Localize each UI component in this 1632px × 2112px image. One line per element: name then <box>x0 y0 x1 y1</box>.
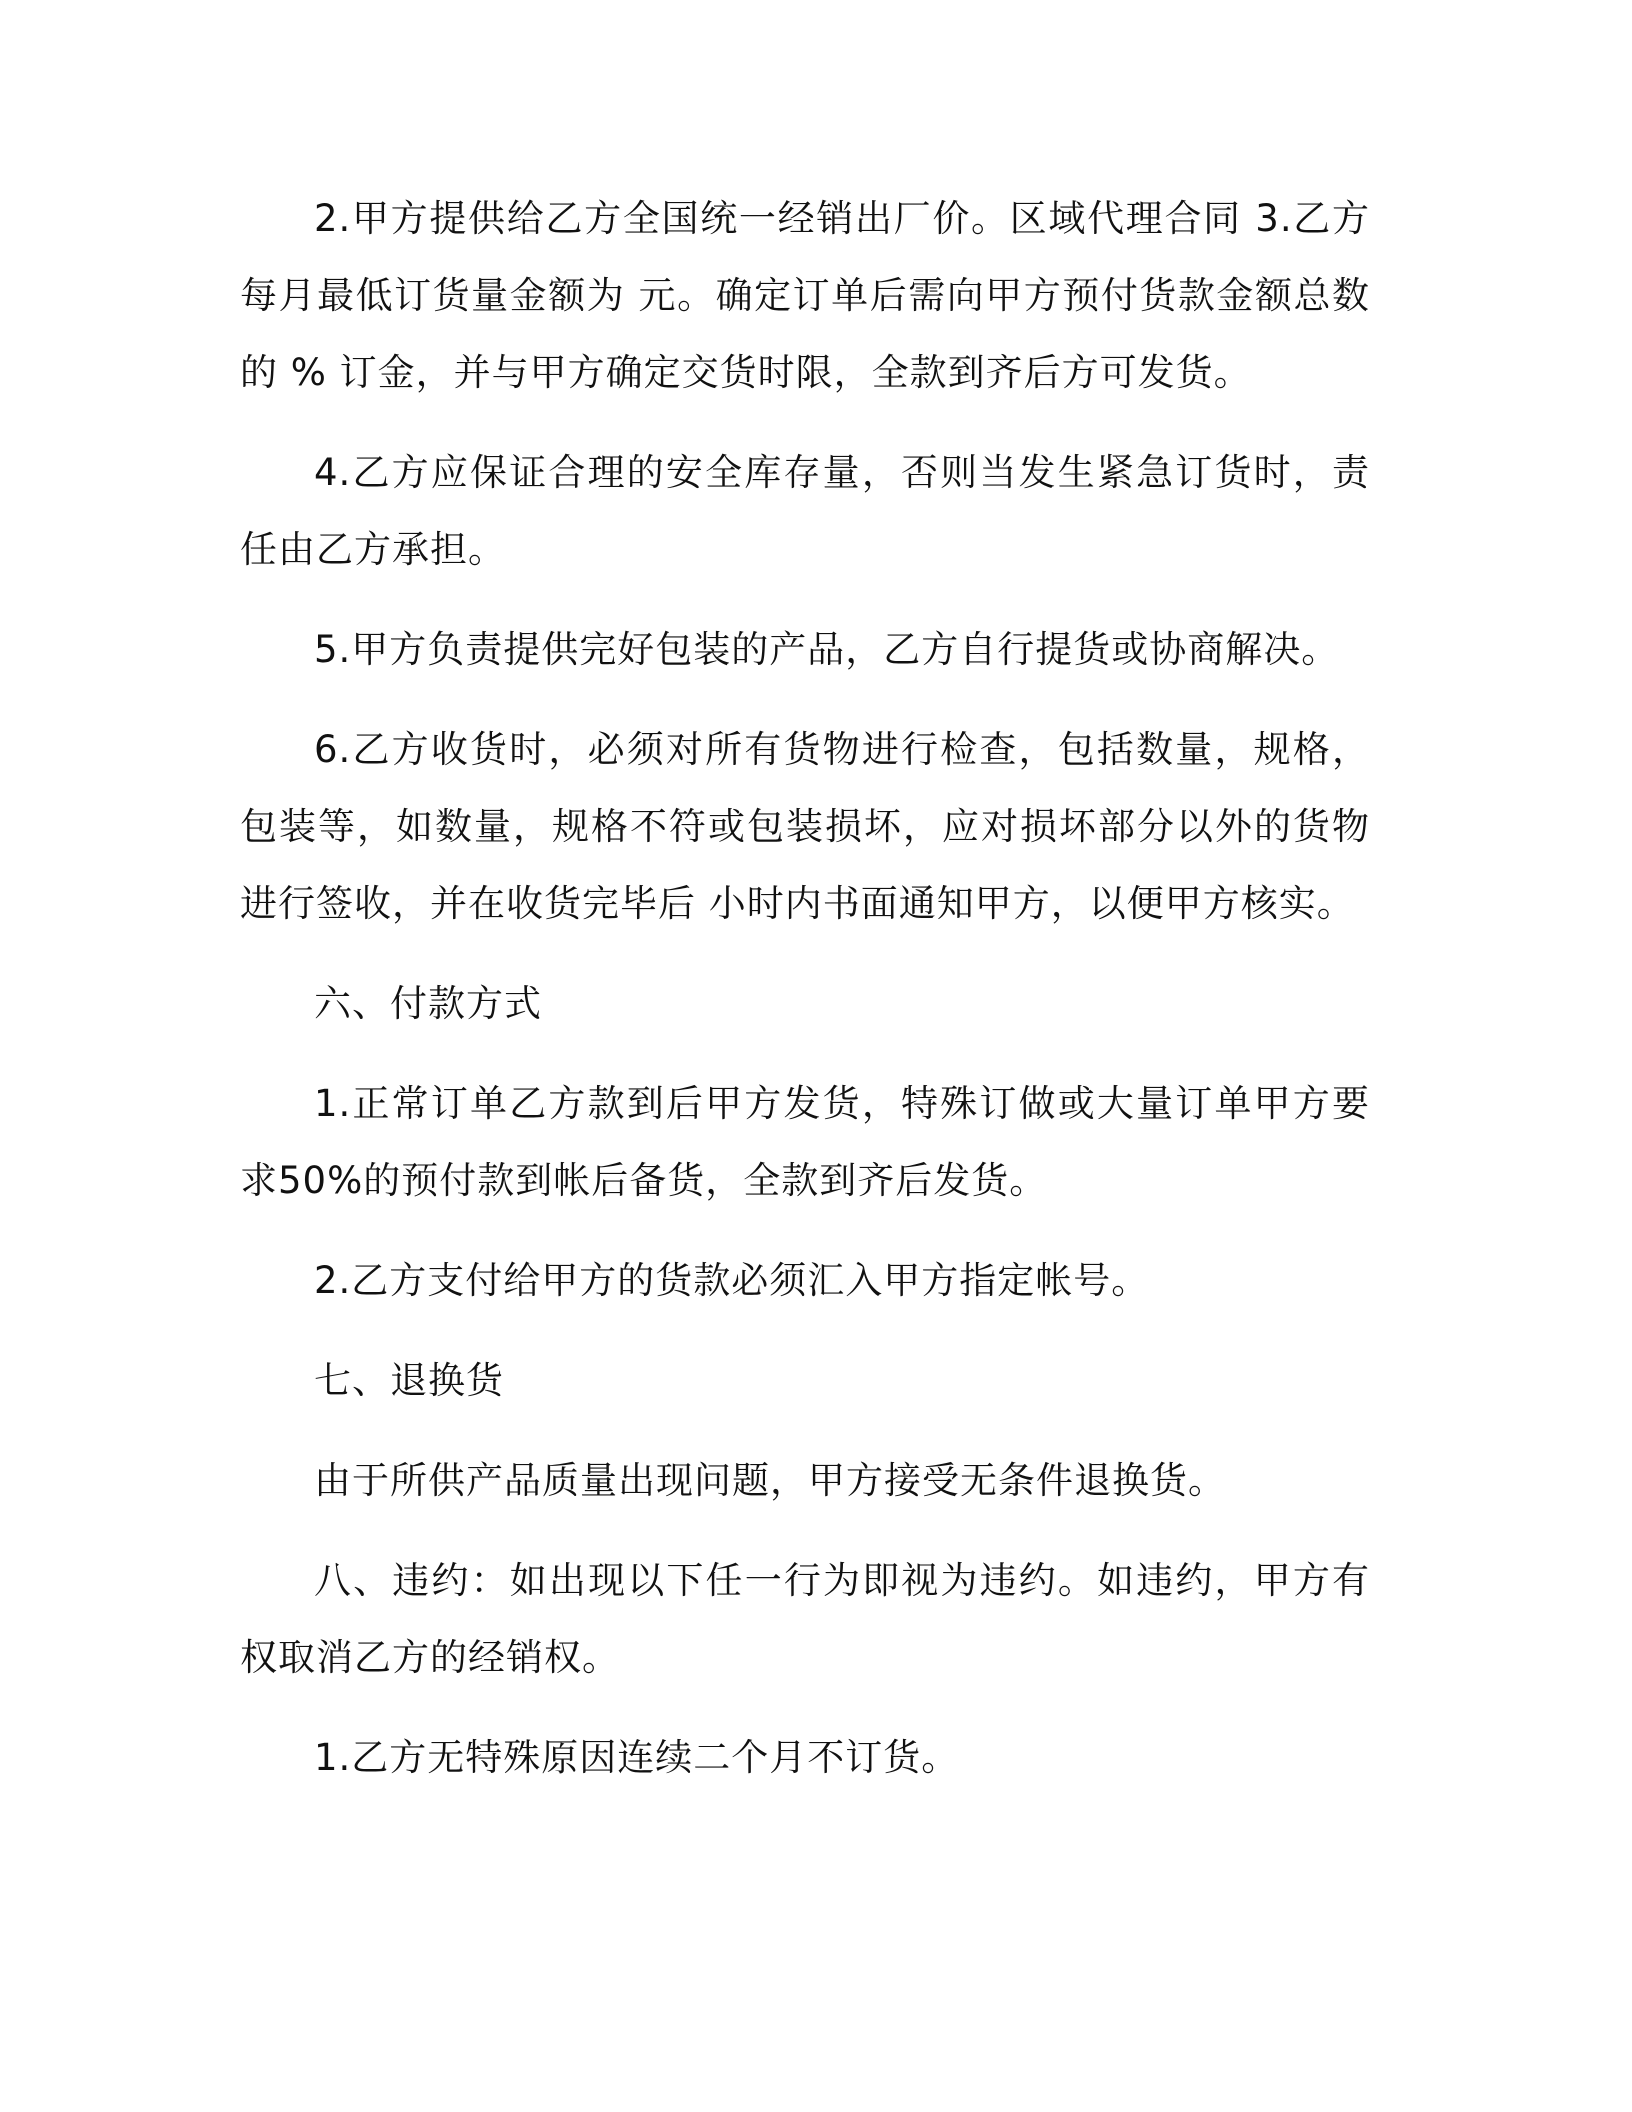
paragraph-clause-6: 6.乙方收货时，必须对所有货物进行检查，包括数量，规格，包装等，如数量，规格不符或包装损坏，应对损坏部分以外的货物进行签收，并在收货完毕后 小时内书面通知甲方，以便甲方核实。 <box>240 728 1370 925</box>
section-heading-returns: 七、退换货 <box>314 1359 504 1402</box>
section-heading-breach: 八、违约：如出现以下任一行为即视为违约。如违约，甲方有权取消乙方的经销权。 <box>240 1559 1370 1679</box>
paragraph-clause-2-3: 2.甲方提供给乙方全国统一经销出厂价。区域代理合同 3.乙方每月最低订货量金额为 元。确定订单后需向甲方预付货款金额总数的 % 订金，并与甲方确定交货时限，全款到齐后方可发货。 <box>240 197 1370 394</box>
section-heading-payment: 六、付款方式 <box>314 982 542 1025</box>
paragraph-breach-1: 1.乙方无特殊原因连续二个月不订货。 <box>314 1736 960 1779</box>
paragraph-payment-2: 2.乙方支付给甲方的货款必须汇入甲方指定帐号。 <box>314 1259 1150 1302</box>
paragraph-payment-1: 1.正常订单乙方款到后甲方发货，特殊订做或大量订单甲方要求50%的预付款到帐后备货，全款到齐后发货。 <box>240 1082 1370 1202</box>
document-body <box>240 180 1370 1819</box>
paragraph-returns: 由于所供产品质量出现问题，甲方接受无条件退换货。 <box>314 1459 1226 1502</box>
paragraph-clause-5: 5.甲方负责提供完好包装的产品，乙方自行提货或协商解决。 <box>314 628 1340 671</box>
paragraph-clause-4: 4.乙方应保证合理的安全库存量，否则当发生紧急订货时，责任由乙方承担。 <box>240 451 1370 571</box>
